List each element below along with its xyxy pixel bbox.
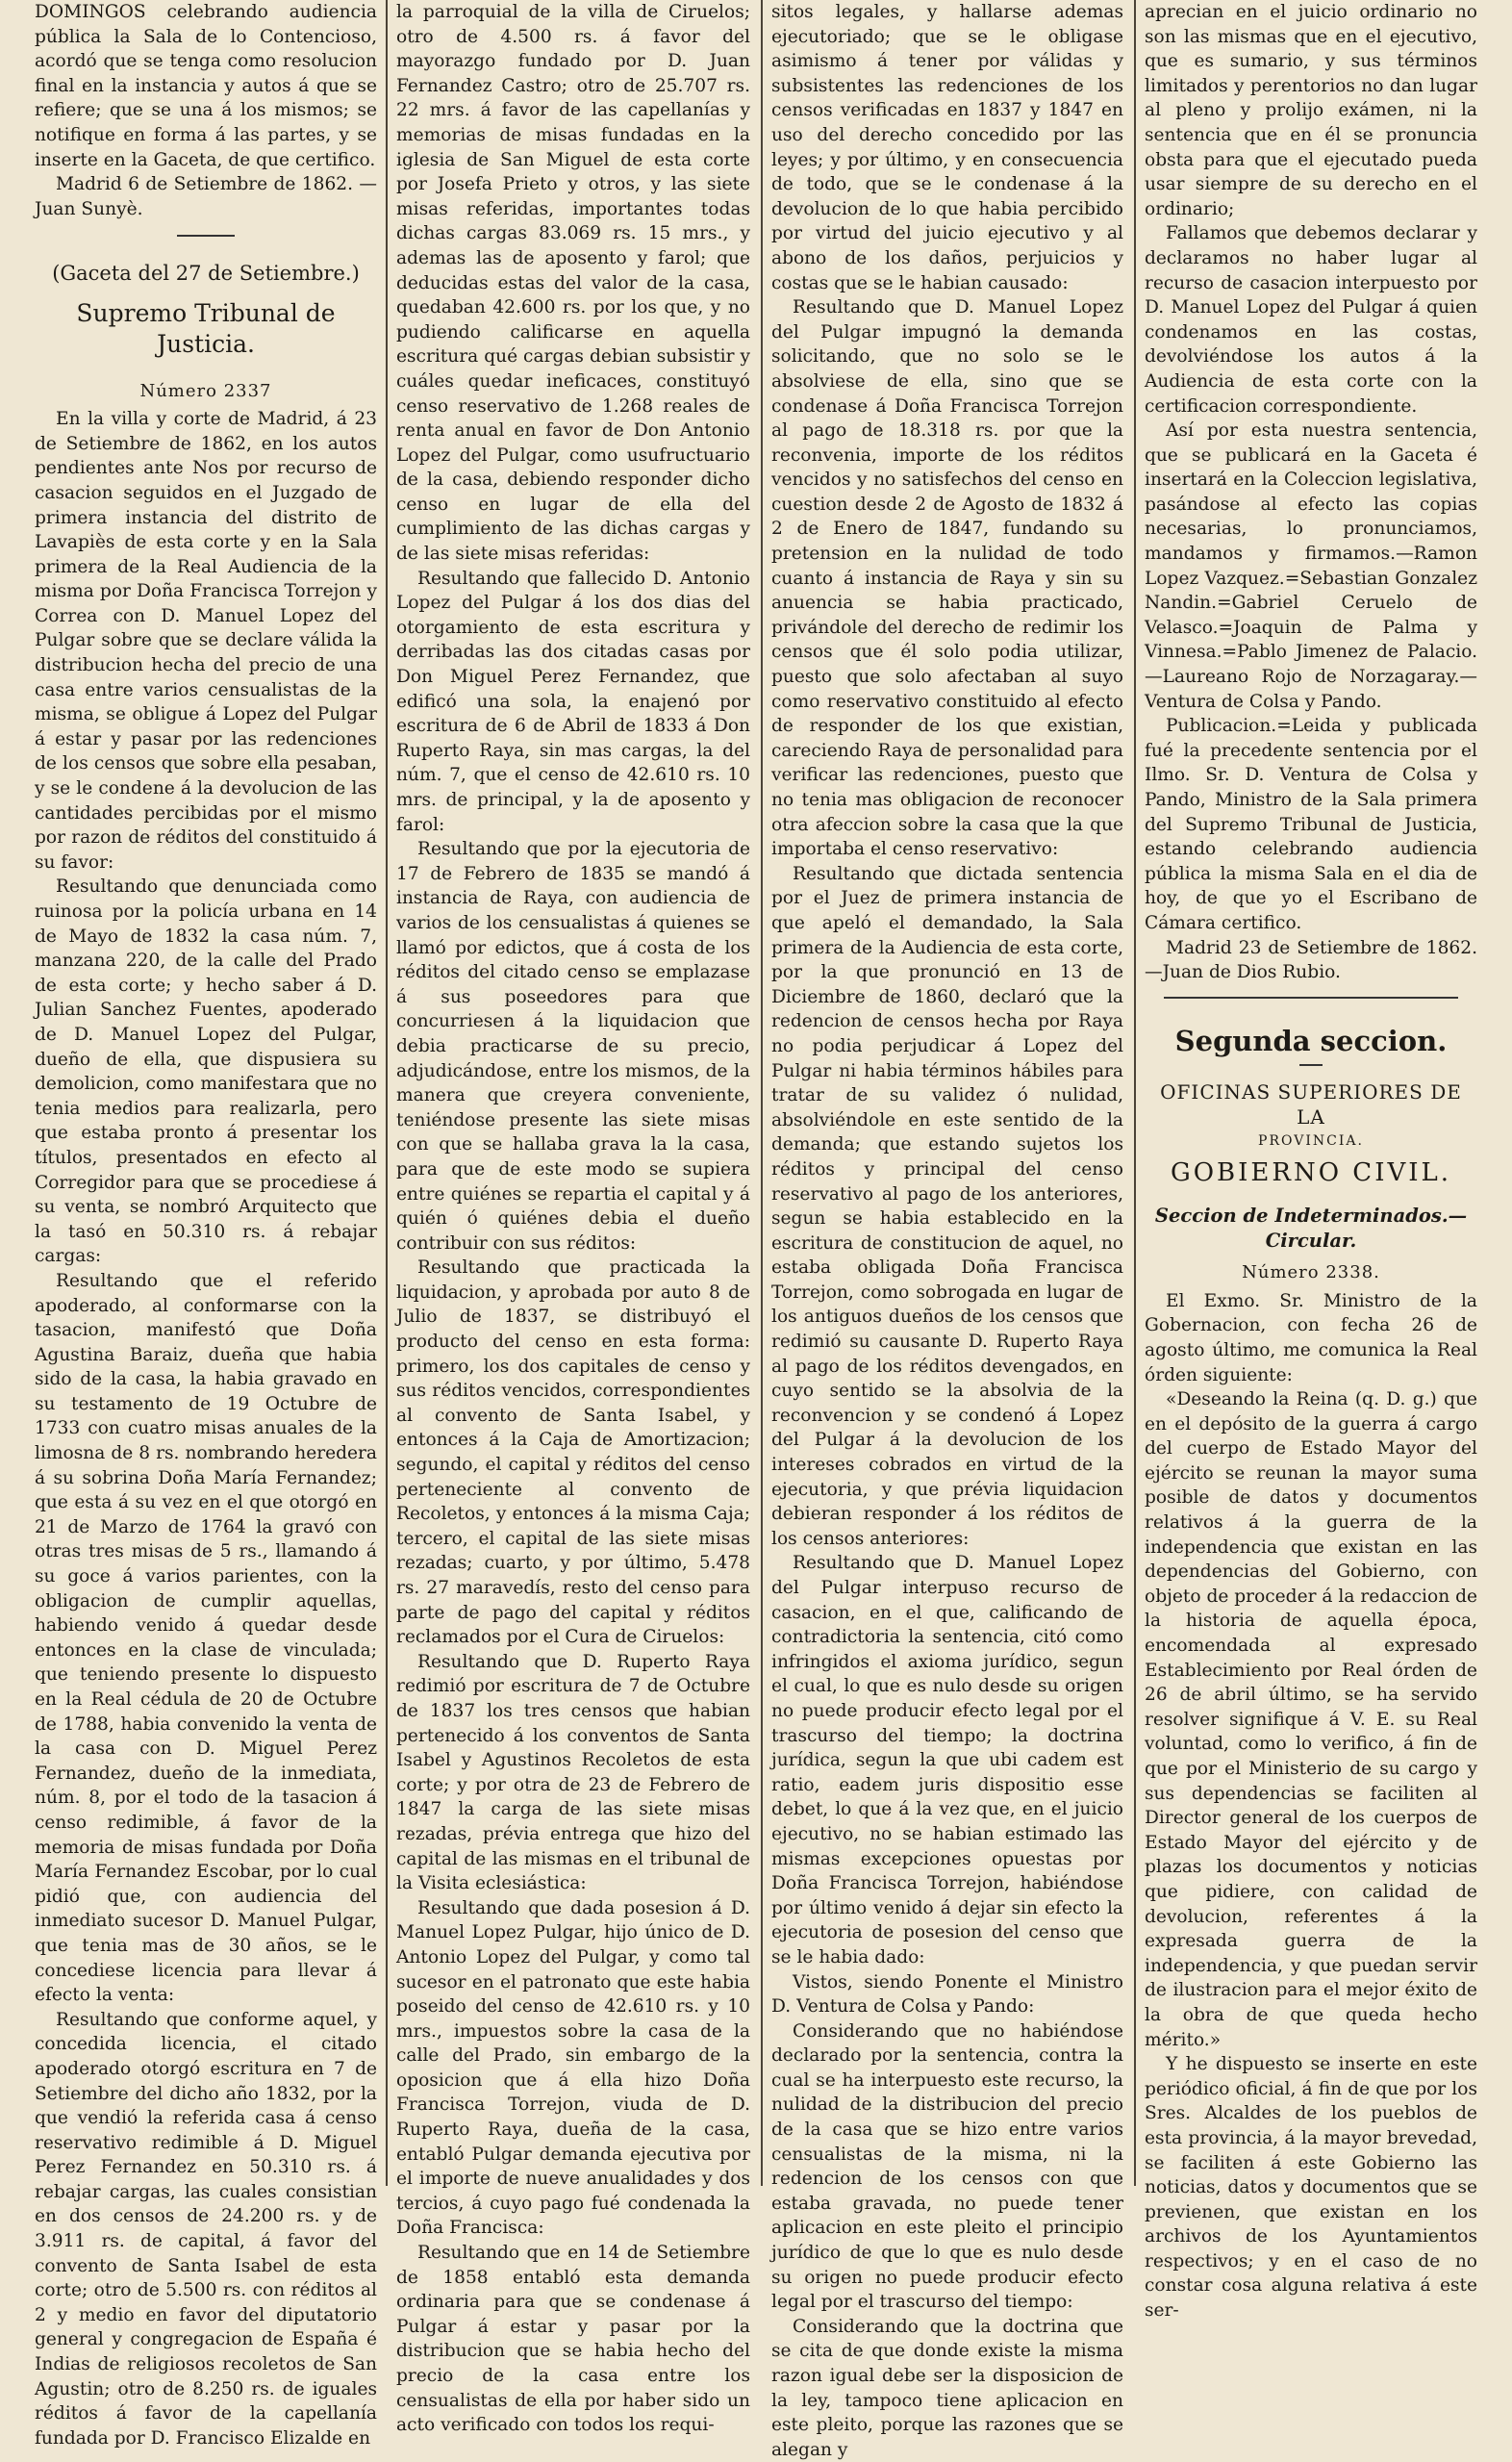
- gaceta-reference: (Gaceta del 27 de Setiembre.): [52, 261, 360, 285]
- paragraph: Considerando que no habiéndose declarado por la sentencia, contra la cual se ha interpuesto este recurso, la nulidad de la distribucion del precio de la casa que se hizo entre varios censualistas de la misma, ni la redencion de los censos con que estaba gravada, no puede tener aplicacion en este pleito el principio jurídico de que lo que es nulo desde su origen no puede producir efecto legal por el trascurso del tiempo:: [771, 2020, 1123, 2313]
- paragraph: Resultando que dada posesion á D. Manuel Lopez Pulgar, hijo único de D. Antonio Lopez del Pulgar, y como tal sucesor en el patronato que este habia poseido del censo de 42.610 rs. y 10 mrs., impuestos sobre la casa de la calle del Prado, sin embargo de la oposicion que á ella hizo Doña Francisca Torrejon, viuda de D. Ruperto Raya, dueña de la casa, entabló Pulgar demanda ejecutiva por el importe de nueve anualidades y dos tercios, á cuyo pago fué condenada la Doña Francisca:: [396, 1897, 750, 2239]
- paragraph: Publicacion.=Leida y publicada fué la precedente sentencia por el Ilmo. Sr. D. Ventura de Colsa y Pando, Ministro de la Sala primera del Supremo Tribunal de Justicia, estando celebrando audiencia pública la misma Sala en el dia de hoy, de que yo el Escribano de Cámara certifico.: [1145, 716, 1477, 933]
- separator: [1164, 997, 1458, 999]
- column-2: [396, 0, 750, 2436]
- government-heading: GOBIERNO CIVIL.: [1170, 1158, 1452, 1188]
- paragraph: En la villa y corte de Madrid, á 23 de Setiembre de 1862, en los autos pendientes ante Nos por recurso de casacion seguidos en el Juzgado de primera instancia del distrito de Lavapiès de esta corte y en la Sala primera de la Real Audiencia de la misma por Doña Francisca Torrejon y Correa con D. Manuel Lopez del Pulgar sobre que se declare válida la distribucion hecha del precio de una casa entre varios censualistas de la misma, se obligue á Lopez del Pulgar á estar y pasar por las redenciones de los censos que sobre ella pesaban, y se le condene á la devolucion de las cantidades percibidas por el mismo por razon de réditos del constituido á su favor:: [35, 409, 377, 873]
- paragraph: Y he dispuesto se inserte en este periódico oficial, á fin de que por los Sres. Alcaldes de los pueblos de esta provincia, á la mayor brevedad, se faciliten á este Gobierno las noticias, datos y documentos que se previenen, que existan en los archivos de los Ayuntamientos respectivos; y en el caso de no constar cosa alguna relativa á este ser-: [1145, 2054, 1477, 2322]
- separator: [1299, 1064, 1323, 1066]
- paragraph: aprecian en el juicio ordinario no son las mismas que en el ejecutivo, que es sumario, y sus términos limitados y perentorios no dan lugar al pleno y prolijo exámen, ni la sentencia que en él se pronuncia obsta para que el ejecutado pueda usar siempre de su derecho en el ordinario;: [1145, 2, 1477, 219]
- paragraph: la parroquial de la villa de Ciruelos; otro de 4.500 rs. á favor del mayorazgo fundado por D. Juan Fernandez Castro; otro de 25.707 rs. 22 mrs. á favor de las capellanías y memorias de misas fundadas en la iglesia de San Miguel de esta corte por Josefa Prieto y otros, y las siete misas referidas, importantes todas dichas cargas 83.069 rs. 15 mrs., y ademas las de aposento y farol; que deducidas estas del valor de la casa, quedaban 42.600 rs. por los que, y no pudiendo calificarse en aquella escritura qué cargas debian subsistir y cuáles quedar ineficaces, constituyó censo reservativo de 1.268 reales de renta anual en favor de Don Antonio Lopez del Pulgar, como usufructuario de la casa, debiendo responder dicho censo en lugar de ella del cumplimiento de las dichas cargas y de las siete misas referidas:: [396, 2, 750, 565]
- date-signature: Madrid 6 de Setiembre de 1862. —Juan Sunyè.: [35, 174, 377, 219]
- paragraph: Resultando que fallecido D. Antonio Lopez del Pulgar á los dos dias del otorgamiento de esta escritura y derribadas las dos citadas casas por Don Miguel Perez Fernandez, que edificó una sola, la enajenó por escritura de 6 de Abril de 1833 á Don Ruperto Raya, sin mas cargas, la del núm. 7, que el censo de 42.610 rs. 10 mrs. de principal, y la de aposento y farol:: [396, 568, 750, 835]
- column-rule: [761, 0, 763, 2186]
- paragraph: «Deseando la Reina (q. D. g.) que en el depósito de la guerra á cargo del cuerpo de Estado Mayor del ejército se reunan la mayor suma posible de datos y documentos relativos á la guerra de la independencia que existan en las dependencias del Gobierno, con objeto de proceder á la redaccion de la historia de aquella época, encomendada al expresado Establecimiento por Real órden de 26 de abril último, se ha servido resolver signifique á V. E. su Real voluntad, como lo verifico, á fin de que por el Ministerio de su cargo y sus dependencias se faciliten al Director general de los cuerpos de Estado Mayor del ejército y de plazas los documentos y noticias que pidiere, con calidad de devolucion, referentes á la expresada guerra de la independencia, y que puedan servir de ilustracion para el mejor éxito de la obra de que queda hecho mérito.»: [1145, 1389, 1477, 2050]
- document-number: Número 2337: [139, 380, 272, 401]
- separator: [35, 223, 377, 248]
- paragraph: Resultando que D. Ruperto Raya redimió por escritura de 7 de Octubre de 1837 los tres censos que habian pertenecido á los conventos de Santa Isabel y Agustinos Recoletos de esta corte; y por otra de 23 de Febrero de 1847 la carga de las siete misas rezadas, prévia entrega que hizo del capital de las mismas en el tribunal de la Visita eclesiástica:: [396, 1651, 750, 1894]
- paragraph: Considerando que la doctrina que se cita de que donde existe la misma razon igual debe ser la disposicion de la ley, tampoco tiene aplicacion en este pleito, porque las razones que se alegan y: [771, 2316, 1123, 2460]
- column-rule: [386, 0, 388, 2186]
- paragraph: Resultando que el referido apoderado, al conformarse con la tasacion, manifestó que Doña Agustina Baraiz, dueña que habia sido de la casa, la habia gravado en su testamento de 19 Octubre de 1733 con cuatro misas anuales de la limosna de 8 rs. nombrando heredera á su sobrina Doña María Fernandez; que esta á su vez en el que otorgó en 21 de Marzo de 1764 la gravó con otras tres misas de 5 rs., llamando á su goce á varios parientes, con la obligacion de cumplir aquellas, habiendo venido á quedar desde entonces en la clase de vinculada; que teniendo presente lo dispuesto en la Real cédula de 20 de Octubre de 1788, habia convenido la venta de la casa con D. Miguel Perez Fernandez, dueño de la inmediata, núm. 8, por el todo de la tasacion á censo redimible, á favor de la memoria de misas fundada por Doña María Fernandez Escobar, por lo cual pidió que, con audiencia del inmediato sucesor D. Manuel Pulgar, que tenia mas de 30 años, se le concediese licencia para llevar á efecto la venta:: [35, 1270, 377, 2006]
- paragraph: Así por esta nuestra sentencia, que se publicará en la Gaceta é insertará en la Coleccion legislativa, pasándose al efecto las copias necesarias, lo pronunciamos, mandamos y firmamos.—Ramon Lopez Vazquez.=Sebastian Gonzalez Nandin.=Gabriel Ceruelo de Velasco.=Joaquin de Palma y Vinnesa.=Pablo Jimenez de Palacio.—Laureano Rojo de Norzagaray.—Ventura de Colsa y Pando.: [1145, 420, 1477, 712]
- document-number: Número 2338.: [1242, 1262, 1380, 1283]
- paragraph: sitos legales, y hallarse ademas ejecutoriado; que se le obligase asimismo á tener por válidas y subsistentes las redenciones de los censos verificadas en 1837 y 1847 en uso del derecho concedido por las leyes; y por último, y en consecuencia de todo, que se le condenase á la devolucion de lo que habia percibido por virtud del juicio ejecutivo y al abono de los daños, perjuicios y costas que se le habian causado:: [771, 2, 1123, 293]
- paragraph: Resultando que por la ejecutoria de 17 de Febrero de 1835 se mandó á instancia de Raya, con audiencia de varios de los censualistas á quienes se llamó por edictos, que á costa de los réditos del citado censo se emplazase á sus poseedores para que concurriesen á la liquidacion que debia practicarse de su precio, adjudicándose, entre los mismos, de la manera que creyera conveniente, teniéndose presente las siete misas con que se hallaba grava la la casa, para que de este modo se supiera entre quiénes se repartia el capital y á quién ó quiénes debia el dueño contribuir con sus réditos:: [396, 839, 750, 1254]
- column-3: [771, 0, 1123, 2460]
- paragraph: El Exmo. Sr. Ministro de la Gobernacion, con fecha 26 de agosto último, me comunica la Real órden siguiente:: [1145, 1290, 1477, 1385]
- paragraph: Resultando que conforme aquel, y concedida licencia, el citado apoderado otorgó escritura en 7 de Setiembre del dicho año 1832, por la que vendió la referida casa á censo reservativo redimible á D. Miguel Perez Fernandez en 50.310 rs. á rebajar cargas, las cuales consistian en dos censos de 24.200 rs. y de 3.911 rs. de capital, á favor del convento de Santa Isabel de esta corte; otro de 5.500 rs. con réditos al 2 y medio en favor del diputatorio general y congregacion de España é Indias de religiosos recoletos de San Agustin; otro de 8.250 rs. de iguales réditos á favor de la capellanía fundada por D. Francisco Elizalde en: [35, 2009, 377, 2449]
- paragraph: DOMINGOS celebrando audiencia pública la Sala de lo Contencioso, acordó que se tenga como resolucion final en la instancia y autos á que se refiere; que se una á los mismos; se notifique en forma á las partes, y se inserte en la Gaceta, de que certifico.: [35, 2, 377, 170]
- paragraph: Resultando que en 14 de Setiembre de 1858 entabló esta demanda ordinaria para que se condenase á Pulgar á estar y pasar por la distribucion que se habia hecho del precio de la casa entre los censualistas de ella por haber sido un acto verificado con todos los requi-: [396, 2243, 750, 2436]
- office-heading: OFICINAS SUPERIORES DE LA: [1160, 1079, 1462, 1129]
- column-1: [35, 0, 377, 2449]
- section-heading: Supremo Tribunal de Justicia.: [76, 298, 336, 358]
- paragraph: Resultando que D. Manuel Lopez del Pulgar interpuso recurso de casacion, en el que, calificando de contradictoria la sentencia, citó como infringidos el axioma jurídico, segun el cual, lo que es nulo desde su origen no puede producir efecto legal por el trascurso del tiempo; la doctrina jurídica, segun la que ubi cadem est ratio, eadem juris dispositio esse debet, lo que á la vez que, en el juicio ejecutivo, no se habian estimado las mismas excepciones opuestas por Doña Francisca Torrejon, habiéndose por último venido á dejar sin efecto la ejecutoria de posesion del censo que se le habia dado:: [771, 1553, 1123, 1967]
- paragraph: Fallamos que debemos declarar y declaramos no haber lugar al recurso de casacion interpuesto por D. Manuel Lopez del Pulgar á quien condenamos en las costas, devolviéndose los autos á la Audiencia de esta corte con la certificacion correspondiente.: [1145, 223, 1477, 417]
- paragraph: Resultando que dictada sentencia por el Juez de primera instancia de que apeló el demandado, la Sala primera de la Audiencia de esta corte, por la que pronunció en 13 de Diciembre de 1860, declaró que la redencion de censos hecha por Raya no podia perjudicar á Lopez del Pulgar ni habia términos hábiles para tratar de su validez ó nulidad, absolviéndole en este sentido de la demanda; que estando sujetos los réditos y principal del censo reservativo al pago de los anteriores, segun se habia establecido en la escritura de constitucion de aquel, no estaba obligada Doña Francisca Torrejon, como sobrogada en lugar de los antiguos dueños de los censos que redimió su causante D. Ruperto Raya al pago de los réditos devengados, en cuyo sentido se la absolvia de la reconvencion y se condenó á Lopez del Pulgar á la devolucion de los intereses cobrados en virtud de la ejecutoria, y que prévia liquidacion debieran responder á los réditos de los censos anteriores:: [771, 863, 1123, 1549]
- subsection-heading: Seccion de Indeterminados.—Circular.: [1154, 1204, 1468, 1252]
- section-heading: Segunda seccion.: [1174, 1024, 1448, 1057]
- date-signature: Madrid 23 de Setiembre de 1862. —Juan de Dios Rubio.: [1145, 937, 1477, 983]
- paragraph: Resultando que D. Manuel Lopez del Pulgar impugnó la demanda solicitando, que no solo se le absolviese de ella, sino que se condenase á Doña Francisca Torrejon al pago de 18.318 rs. por que la reconvenia, importe de los réditos vencidos y no satisfechos del censo en cuestion desde 2 de Agosto de 1832 á 2 de Enero de 1847, fundando su pretension en la nulidad de todo cuanto á instancia de Raya y sin su anuencia se habia practicado, privándole del derecho de redimir los censos que él solo podia utilizar, puesto que solo afectaban al suyo como reservativo constituido al efecto de responder de los que existian, careciendo Raya de personalidad para verificar las redenciones, puesto que no tenia mas obligacion de reconocer otra afeccion sobre la casa que la que importaba el censo reservativo:: [771, 297, 1123, 860]
- paragraph: Resultando que practicada la liquidacion, y aprobada por auto 8 de Julio de 1837, se distribuyó el producto del censo en esta forma: primero, los dos capitales de censo y sus réditos vencidos, correspondientes al convento de Santa Isabel, y entonces á la Caja de Amortizacion; segundo, el capital y réditos del censo perteneciente al convento de Recoletos, y entonces á la misma Caja; tercero, el capital de las siete misas rezadas; cuarto, y por último, 5.478 rs. 27 maravedís, resto del censo para parte de pago del capital y réditos reclamados por el Cura de Ciruelos:: [396, 1257, 750, 1648]
- paragraph: Resultando que denunciada como ruinosa por la policía urbana en 14 de Mayo de 1832 la casa núm. 7, manzana 220, de la calle del Prado de esta corte; y hecho saber á D. Julian Sanchez Fuentes, apoderado de D. Manuel Lopez del Pulgar, dueño de ella, que dispusiera su demolicion, como manifestara que no tenia medios para realizarla, pero que estaba pronto á presentar los títulos, presentados en efecto al Corregidor para que se procediese á su venta, se nombró Arquitecto que la tasó en 50.310 rs. á rebajar cargas:: [35, 876, 377, 1267]
- column-4: [1145, 0, 1477, 2322]
- province-heading: PROVINCIA.: [1258, 1132, 1364, 1149]
- paragraph: Vistos, siendo Ponente el Ministro D. Ventura de Colsa y Pando:: [771, 1971, 1123, 2018]
- column-rule: [1134, 0, 1136, 2186]
